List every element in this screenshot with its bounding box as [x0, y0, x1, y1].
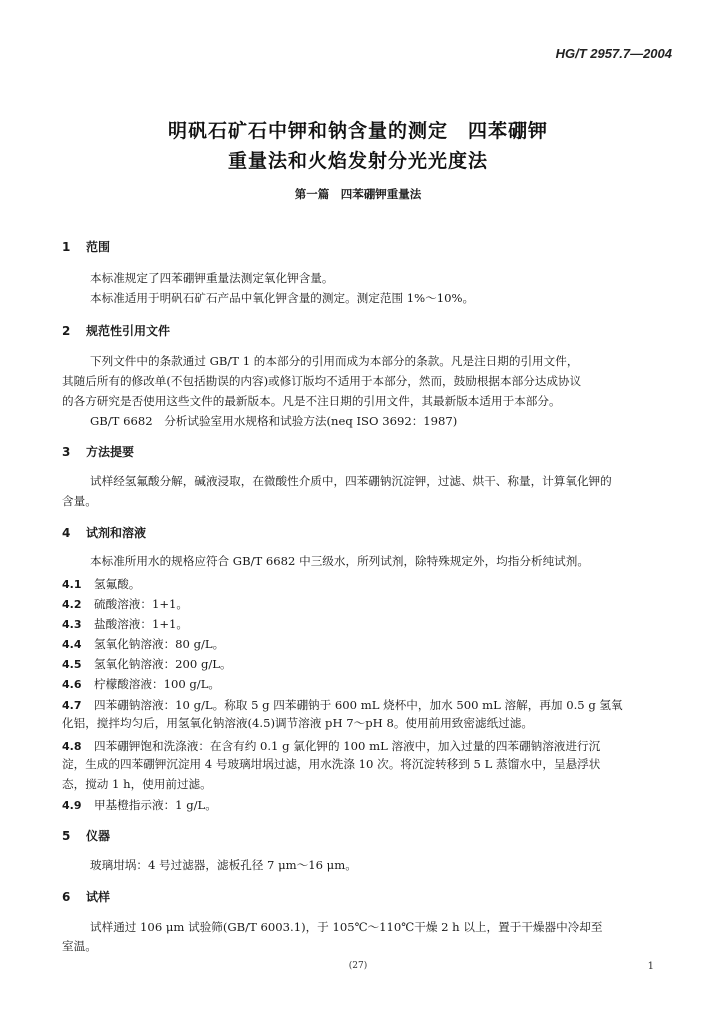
item-number: 4.2 — [62, 598, 82, 611]
item-text: 甲基橙指示液：1 g/L。 — [94, 798, 217, 812]
list-item — [62, 697, 623, 713]
paragraph-line: 其随后所有的修改单(不包括勘误的内容)或修订版均不适用于本部分，然而，鼓励根据本部分达成协议 — [62, 374, 582, 388]
list-item — [62, 596, 188, 612]
part-title: 第一篇 四苯硼钾重量法 — [294, 187, 422, 201]
section-title: 规范性引用文件 — [86, 324, 171, 338]
section-6-heading — [62, 888, 110, 905]
item-continuation: 态，搅动 1 h，使用前过滤。 — [62, 777, 212, 791]
paragraph-line: 下列文件中的条款通过 GB/T 1 的本部分的引用而成为本部分的条款。凡是注日期的引用文件， — [90, 354, 579, 368]
paragraph: 玻璃坩埚：4 号过滤器，滤板孔径 7 μm～16 μm。 — [90, 858, 357, 872]
paragraph-line: 试样通过 106 μm 试验筛(GB/T 6003.1)，于 105℃～110℃干燥 2 h 以上，置于干燥器中冷却至 — [90, 920, 603, 934]
item-text: 氢氧化钠溶液：200 g/L。 — [94, 657, 232, 671]
item-continuation: 淀，生成的四苯硼钾沉淀用 4 号玻璃坩埚过滤，用水洗涤 10 次。将沉淀转移到 5 L 蒸馏水中，呈悬浮状 — [62, 757, 601, 771]
section-2-heading — [62, 322, 170, 339]
item-text: 柠檬酸溶液：100 g/L。 — [94, 677, 220, 691]
list-item — [62, 636, 224, 652]
normative-reference: GB/T 6682 分析试验室用水规格和试验方法(neq ISO 3692：1987) — [90, 414, 458, 428]
section-number: 4 — [62, 526, 71, 540]
section-title: 方法提要 — [86, 445, 135, 459]
paragraph: 本标准规定了四苯硼钾重量法测定氧化钾含量。 — [90, 271, 334, 285]
section-title: 仪器 — [86, 829, 111, 843]
item-number: 4.4 — [62, 638, 82, 651]
document-title-line1: 明矾石矿石中钾和钠含量的测定 四苯硼钾 — [167, 120, 548, 142]
item-number: 4.5 — [62, 658, 82, 671]
item-continuation: 化铝，搅拌均匀后，用氢氧化钠溶液(4.5)调节溶液 pH 7～pH 8。使用前用致密滤纸过滤。 — [62, 716, 533, 730]
paragraph-line: 试样经氢氟酸分解，碱液浸取，在微酸性介质中，四苯硼钠沉淀钾，过滤、烘干、称量，计算氧化钾的 — [90, 474, 612, 488]
section-number: 3 — [62, 445, 71, 459]
paragraph-line: 的各方研究是否使用这些文件的最新版本。凡是不注日期的引用文件，其最新版本适用于本部分。 — [62, 394, 561, 408]
item-number: 4.1 — [62, 578, 82, 591]
section-number: 6 — [62, 890, 71, 904]
item-number: 4.6 — [62, 678, 82, 691]
section-4-heading — [62, 524, 146, 541]
page-number: 1 — [647, 961, 654, 972]
item-number: 4.7 — [62, 699, 82, 712]
section-5-heading — [62, 827, 110, 844]
item-text: 四苯硼钠溶液：10 g/L。称取 5 g 四苯硼钠于 600 mL 烧杯中，加水 500 mL 溶解，再加 0.5 g 氢氧 — [94, 698, 623, 712]
section-1-heading — [62, 238, 110, 255]
item-text: 氢氧化钠溶液：80 g/L。 — [94, 637, 225, 651]
paragraph-line: 室温。 — [62, 939, 97, 953]
paragraph: 本标准所用水的规格应符合 GB/T 6682 中三级水，所列试剂，除特殊规定外，均指分析纯试剂。 — [90, 554, 589, 568]
section-title: 试剂和溶液 — [86, 526, 147, 540]
section-title: 试样 — [86, 890, 111, 904]
document-title-line2: 重量法和火焰发射分光光度法 — [227, 150, 488, 172]
paragraph: 本标准适用于明矾石矿石产品中氧化钾含量的测定。测定范围 1%～10%。 — [90, 291, 475, 305]
list-item — [62, 576, 140, 592]
item-text: 盐酸溶液：1+1。 — [94, 617, 189, 631]
footer-page-marker: (27) — [348, 961, 368, 971]
list-item — [62, 616, 188, 632]
list-item — [62, 676, 220, 692]
section-number: 1 — [62, 240, 71, 254]
section-number: 5 — [62, 829, 71, 843]
list-item — [62, 738, 600, 754]
item-text: 硫酸溶液：1+1。 — [94, 597, 189, 611]
paragraph-line: 含量。 — [62, 494, 97, 508]
list-item — [62, 797, 217, 813]
standard-code: HG/T 2957.7—2004 — [555, 46, 672, 61]
item-number: 4.8 — [62, 740, 82, 753]
list-item — [62, 656, 232, 672]
section-3-heading — [62, 443, 134, 460]
section-number: 2 — [62, 324, 71, 338]
item-text: 四苯硼钾饱和洗涤液：在含有约 0.1 g 氯化钾的 100 mL 溶液中，加入过量的四苯硼钠溶液进行沉 — [94, 739, 601, 753]
section-title: 范围 — [86, 240, 111, 254]
item-number: 4.3 — [62, 618, 82, 631]
item-text: 氢氟酸。 — [94, 577, 141, 591]
item-number: 4.9 — [62, 799, 82, 812]
